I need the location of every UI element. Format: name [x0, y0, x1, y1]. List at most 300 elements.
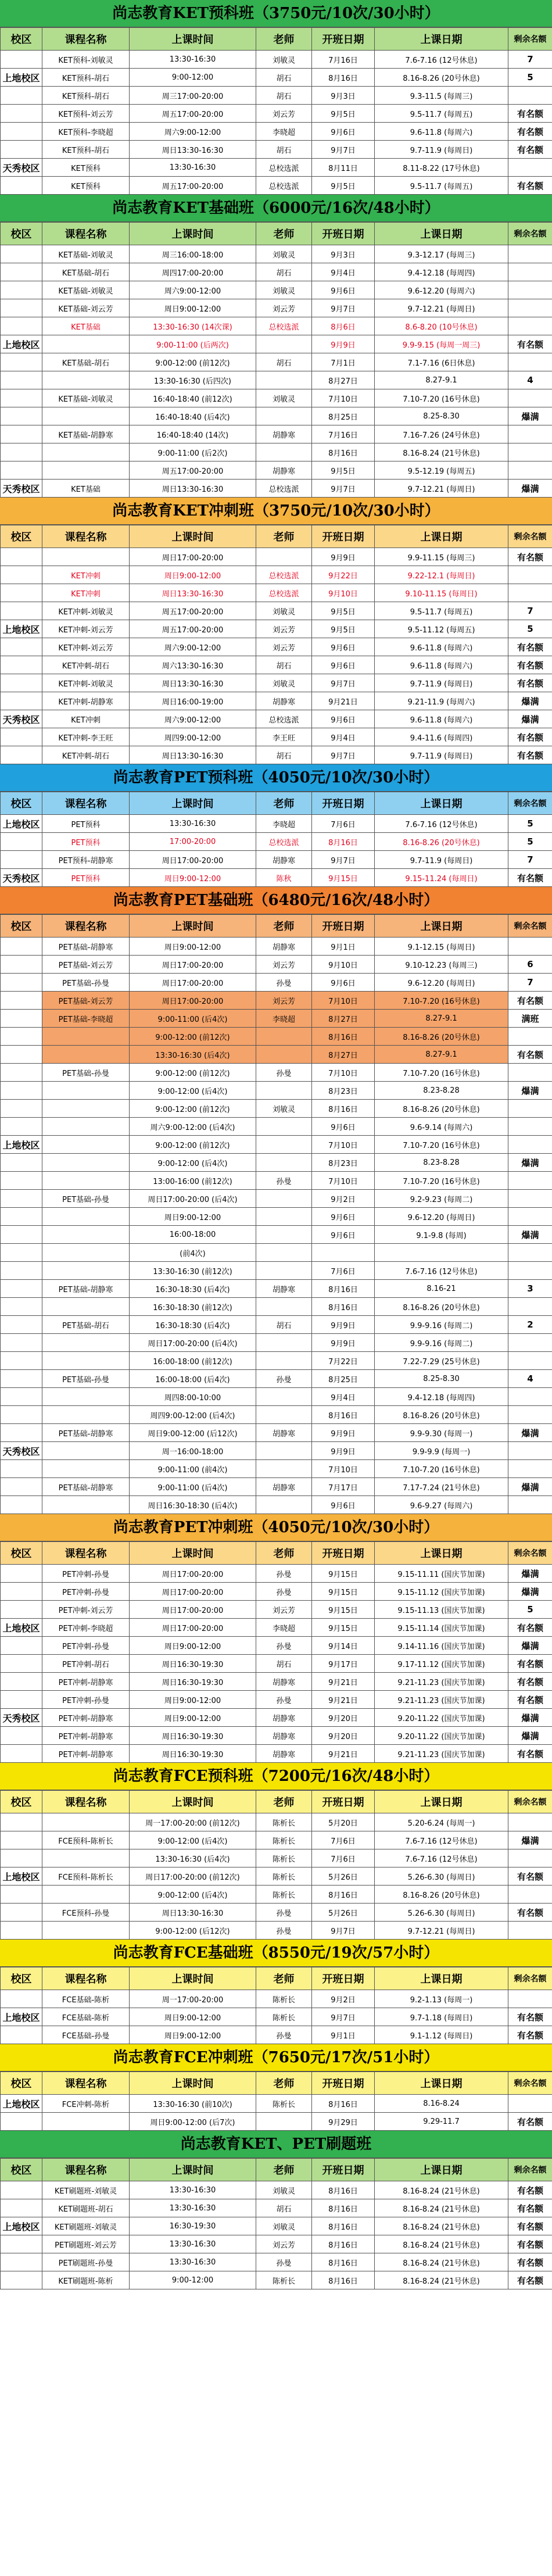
column-header: 上课时间: [130, 525, 256, 548]
teacher-cell: 陈析长: [256, 2008, 312, 2026]
class-dates-cell: 9.10-12.23 (每周三): [375, 956, 508, 974]
table-row: [1, 584, 552, 602]
course-name-cell: [42, 443, 130, 461]
start-date-cell: 9月7日: [312, 746, 375, 764]
column-header: 课程名称: [42, 1791, 130, 1813]
column-header: 开班日期: [312, 792, 375, 815]
teacher-cell: 李晓超: [256, 123, 312, 141]
remaining-seats-cell: 有名额: [508, 141, 552, 159]
table-row: [1, 1904, 552, 1922]
class-time-cell: 周日9:00-12:00 (后7次): [130, 2113, 256, 2131]
campus-cell: 天秀校区: [1, 710, 42, 728]
remaining-seats-cell: 有名额: [508, 2235, 552, 2253]
start-date-cell: 8月27日: [312, 371, 375, 389]
table-row: [1, 1990, 552, 2008]
class-time-cell: 周日9:00-12:00: [130, 2008, 256, 2026]
table-row: [1, 1172, 552, 1190]
campus-cell: [1, 425, 42, 443]
remaining-seats-cell: 5: [508, 833, 552, 851]
campus-cell: 上地校区: [1, 1136, 42, 1154]
course-name-cell: [42, 1922, 130, 1940]
start-date-cell: 7月10日: [312, 1172, 375, 1190]
column-header: 老师: [256, 28, 312, 51]
column-header: 剩余名额: [508, 525, 552, 548]
campus-cell: [1, 1460, 42, 1478]
class-dates-cell: 9.2-1.13 (每周一): [375, 1990, 508, 2008]
course-name-cell: [42, 1118, 130, 1136]
start-date-cell: 7月10日: [312, 1460, 375, 1478]
teacher-cell: 孙曼: [256, 1172, 312, 1190]
remaining-seats-cell: [508, 1298, 552, 1316]
class-time-cell: 周三16:00-18:00: [130, 245, 256, 263]
campus-cell: [1, 1244, 42, 1262]
class-dates-cell: 7.10-7.20 (16号休息): [375, 1064, 508, 1082]
class-dates-cell: 8.25-8.30: [375, 1370, 508, 1388]
start-date-cell: 8月16日: [312, 1886, 375, 1904]
start-date-cell: 8月23日: [312, 1154, 375, 1172]
campus-cell: [1, 1334, 42, 1352]
teacher-cell: [256, 1208, 312, 1226]
teacher-cell: 总校选派: [256, 566, 312, 584]
course-name-cell: [42, 1813, 130, 1831]
class-dates-cell: 9.7-12.21 (每周日): [375, 480, 508, 498]
class-dates-cell: 8.16-8.26 (20号休息): [375, 1406, 508, 1424]
table-header-row: [1, 2159, 552, 2181]
table-row: [1, 1727, 552, 1745]
class-dates-cell: 9.21-11.23 (国庆节加课): [375, 1691, 508, 1709]
campus-cell: [1, 1601, 42, 1619]
campus-cell: [1, 1637, 42, 1655]
class-time-cell: 16:40-18:40 (14次): [130, 425, 256, 443]
remaining-seats-cell: 有名额: [508, 1619, 552, 1637]
campus-cell: 上地校区: [1, 2008, 42, 2026]
remaining-seats-cell: [508, 1406, 552, 1424]
course-name-cell: KET预科-胡石: [42, 87, 130, 105]
campus-cell: [1, 1280, 42, 1298]
course-name-cell: PET刷题班-孙曼: [42, 2253, 130, 2271]
teacher-cell: 李晓超: [256, 1010, 312, 1028]
teacher-cell: 孙曼: [256, 2253, 312, 2271]
schedule-table: [0, 1790, 552, 1940]
start-date-cell: 7月6日: [312, 815, 375, 833]
table-row: [1, 1867, 552, 1886]
column-header: 老师: [256, 223, 312, 245]
class-dates-cell: 9.9-9.30 (每周一): [375, 1424, 508, 1442]
start-date-cell: 7月16日: [312, 425, 375, 443]
table-row: [1, 566, 552, 584]
teacher-cell: 刘云芳: [256, 956, 312, 974]
campus-cell: [1, 51, 42, 69]
class-time-cell: 13:30-16:30: [130, 815, 256, 833]
remaining-seats-cell: 有名额: [508, 2026, 552, 2044]
class-dates-cell: 9.21-11.23 (国庆节加课): [375, 1745, 508, 1763]
teacher-cell: 胡静寒: [256, 1709, 312, 1727]
class-time-cell: 周日17:00-20:00: [130, 1601, 256, 1619]
table-row: [1, 938, 552, 956]
teacher-cell: 总校选派: [256, 159, 312, 177]
class-time-cell: 周四17:00-20:00: [130, 263, 256, 281]
class-dates-cell: 9.17-11.12 (国庆节加课): [375, 1655, 508, 1673]
start-date-cell: 9月7日: [312, 851, 375, 869]
campus-cell: 天秀校区: [1, 1709, 42, 1727]
table-row: [1, 1424, 552, 1442]
table-row: [1, 2217, 552, 2235]
course-name-cell: PET冲刺-胡静寒: [42, 1727, 130, 1745]
start-date-cell: 9月6日: [312, 1118, 375, 1136]
teacher-cell: 总校选派: [256, 317, 312, 335]
table-row: [1, 480, 552, 498]
campus-cell: [1, 1046, 42, 1064]
column-header: 开班日期: [312, 1967, 375, 1990]
table-row: [1, 728, 552, 746]
remaining-seats-cell: 有名额: [508, 1655, 552, 1673]
course-name-cell: [42, 1886, 130, 1904]
remaining-seats-cell: [508, 299, 552, 317]
campus-cell: [1, 1190, 42, 1208]
table-row: [1, 2026, 552, 2044]
campus-cell: 天秀校区: [1, 869, 42, 887]
campus-cell: 上地校区: [1, 2095, 42, 2113]
class-dates-cell: 7.6-7.16 (12号休息): [375, 1831, 508, 1849]
class-dates-cell: 7.10-7.20 (16号休息): [375, 1172, 508, 1190]
class-time-cell: 周日13:30-16:30: [130, 746, 256, 764]
course-name-cell: KET冲刺-刘敏灵: [42, 674, 130, 692]
class-dates-cell: 8.16-8.26 (20号休息): [375, 1886, 508, 1904]
remaining-seats-cell: 7: [508, 51, 552, 69]
column-header: 课程名称: [42, 915, 130, 938]
remaining-seats-cell: 有名额: [508, 1046, 552, 1064]
start-date-cell: 7月10日: [312, 992, 375, 1010]
campus-cell: [1, 1727, 42, 1745]
class-dates-cell: 9.1-1.12 (每周日): [375, 2026, 508, 2044]
class-dates-cell: 7.16-7.26 (24号休息): [375, 425, 508, 443]
table-row: [1, 1208, 552, 1226]
start-date-cell: 8月16日: [312, 2235, 375, 2253]
start-date-cell: 7月10日: [312, 389, 375, 407]
teacher-cell: 李王旺: [256, 728, 312, 746]
campus-cell: [1, 299, 42, 317]
campus-cell: [1, 584, 42, 602]
class-dates-cell: 7.6-7.16 (12号休息): [375, 1849, 508, 1867]
start-date-cell: 9月5日: [312, 620, 375, 638]
teacher-cell: 陈析长: [256, 2271, 312, 2289]
start-date-cell: 8月25日: [312, 407, 375, 425]
course-name-cell: KET预科: [42, 177, 130, 195]
table-row: [1, 1064, 552, 1082]
remaining-seats-cell: [508, 461, 552, 480]
table-row: [1, 1442, 552, 1460]
column-header: 课程名称: [42, 792, 130, 815]
class-time-cell: 周日9:00-12:00: [130, 566, 256, 584]
remaining-seats-cell: 有名额: [508, 2271, 552, 2289]
start-date-cell: 9月15日: [312, 1601, 375, 1619]
class-dates-cell: 9.3-11.5 (每周三): [375, 87, 508, 105]
class-time-cell: 17:00-20:00: [130, 833, 256, 851]
remaining-seats-cell: 有名额: [508, 2008, 552, 2026]
table-row: [1, 51, 552, 69]
schedule-table: [0, 222, 552, 498]
table-header-row: [1, 2072, 552, 2095]
start-date-cell: 9月7日: [312, 480, 375, 498]
table-row: [1, 245, 552, 263]
table-row: [1, 638, 552, 656]
class-time-cell: 周日16:30-19:30: [130, 1727, 256, 1745]
start-date-cell: 9月5日: [312, 105, 375, 123]
course-name-cell: FCE预科-陈析长: [42, 1831, 130, 1849]
teacher-cell: 孙曼: [256, 1565, 312, 1583]
course-name-cell: PET冲刺-孙曼: [42, 1583, 130, 1601]
teacher-cell: 胡石: [256, 656, 312, 674]
campus-cell: [1, 87, 42, 105]
teacher-cell: 李晓超: [256, 1619, 312, 1637]
remaining-seats-cell: [508, 1442, 552, 1460]
teacher-cell: 刘云芳: [256, 638, 312, 656]
column-header: 上课时间: [130, 792, 256, 815]
start-date-cell: 9月6日: [312, 123, 375, 141]
class-time-cell: 周日17:00-20:00: [130, 1583, 256, 1601]
class-dates-cell: 8.16-8.26 (20号休息): [375, 1298, 508, 1316]
teacher-cell: 胡静寒: [256, 1727, 312, 1745]
remaining-seats-cell: [508, 425, 552, 443]
course-name-cell: [42, 548, 130, 566]
class-time-cell: 周五17:00-20:00: [130, 177, 256, 195]
table-row: [1, 1280, 552, 1298]
course-name-cell: KET冲刺-李王旺: [42, 728, 130, 746]
remaining-seats-cell: 2: [508, 1316, 552, 1334]
campus-cell: [1, 1813, 42, 1831]
table-row: [1, 974, 552, 992]
class-time-cell: 周日9:00-12:00: [130, 1709, 256, 1727]
course-name-cell: PET预科-胡静寒: [42, 851, 130, 869]
class-time-cell: 16:30-19:30: [130, 2217, 256, 2235]
section-title: 尚志教育KET、PET刷题班: [0, 2131, 552, 2158]
campus-cell: [1, 548, 42, 566]
start-date-cell: 9月6日: [312, 656, 375, 674]
class-dates-cell: 7.17-7.24 (21号休息): [375, 1478, 508, 1496]
remaining-seats-cell: [508, 317, 552, 335]
teacher-cell: 胡石: [256, 353, 312, 371]
teacher-cell: 刘敏灵: [256, 2181, 312, 2199]
column-header: 校区: [1, 792, 42, 815]
teacher-cell: 总校选派: [256, 480, 312, 498]
campus-cell: [1, 2026, 42, 2044]
teacher-cell: 孙曼: [256, 1583, 312, 1601]
class-time-cell: 周五17:00-20:00: [130, 461, 256, 480]
course-name-cell: [42, 1172, 130, 1190]
table-row: [1, 389, 552, 407]
table-row: [1, 1370, 552, 1388]
start-date-cell: 9月5日: [312, 177, 375, 195]
remaining-seats-cell: 有名额: [508, 992, 552, 1010]
class-time-cell: 周四8:00-10:00: [130, 1388, 256, 1406]
remaining-seats-cell: 5: [508, 815, 552, 833]
remaining-seats-cell: 爆满: [508, 1082, 552, 1100]
table-row: [1, 1886, 552, 1904]
campus-cell: [1, 263, 42, 281]
column-header: 剩余名额: [508, 1542, 552, 1565]
remaining-seats-cell: 爆满: [508, 1154, 552, 1172]
column-header: 校区: [1, 28, 42, 51]
class-dates-cell: 8.16-8.26 (20号休息): [375, 69, 508, 87]
teacher-cell: 胡静寒: [256, 1280, 312, 1298]
class-dates-cell: 9.6-9.27 (每周六): [375, 1496, 508, 1514]
campus-cell: [1, 1655, 42, 1673]
column-header: 课程名称: [42, 2072, 130, 2095]
course-name-cell: KET基础-刘敏灵: [42, 245, 130, 263]
remaining-seats-cell: 7: [508, 602, 552, 620]
column-header: 上课时间: [130, 2072, 256, 2095]
start-date-cell: 8月16日: [312, 1028, 375, 1046]
class-time-cell: 16:00-18:00: [130, 1226, 256, 1244]
start-date-cell: 9月6日: [312, 974, 375, 992]
table-row: [1, 1154, 552, 1172]
course-name-cell: [42, 1136, 130, 1154]
course-name-cell: PET基础-胡静寒: [42, 1478, 130, 1496]
start-date-cell: 8月11日: [312, 159, 375, 177]
remaining-seats-cell: [508, 1262, 552, 1280]
class-time-cell: 周五17:00-20:00: [130, 620, 256, 638]
campus-cell: 上地校区: [1, 620, 42, 638]
campus-cell: 天秀校区: [1, 159, 42, 177]
remaining-seats-cell: [508, 1352, 552, 1370]
teacher-cell: [256, 1136, 312, 1154]
class-dates-cell: 8.23-8.28: [375, 1082, 508, 1100]
teacher-cell: 胡石: [256, 2199, 312, 2217]
class-time-cell: 13:00-16:00 (前12次): [130, 1172, 256, 1190]
class-dates-cell: 9.20-11.22 (国庆节加课): [375, 1709, 508, 1727]
class-time-cell: 周日13:30-16:30: [130, 584, 256, 602]
course-name-cell: PET冲刺-胡静寒: [42, 1673, 130, 1691]
class-time-cell: 9:00-12:00 (前12次): [130, 1064, 256, 1082]
column-header: 上课日期: [375, 28, 508, 51]
teacher-cell: 陈析长: [256, 1990, 312, 2008]
start-date-cell: 9月10日: [312, 956, 375, 974]
column-header: 剩余名额: [508, 223, 552, 245]
remaining-seats-cell: [508, 1208, 552, 1226]
teacher-cell: 胡石: [256, 69, 312, 87]
campus-cell: 上地校区: [1, 335, 42, 353]
schedule-table: [0, 1967, 552, 2044]
teacher-cell: 胡静寒: [256, 1673, 312, 1691]
course-name-cell: PET冲刺-胡静寒: [42, 1745, 130, 1763]
campus-cell: [1, 2199, 42, 2217]
campus-cell: [1, 1922, 42, 1940]
class-time-cell: 16:40-18:40 (前12次): [130, 389, 256, 407]
table-row: [1, 869, 552, 887]
teacher-cell: [256, 1028, 312, 1046]
start-date-cell: 8月6日: [312, 317, 375, 335]
course-name-cell: KET刷题班-胡石: [42, 2199, 130, 2217]
start-date-cell: 9月9日: [312, 1316, 375, 1334]
teacher-cell: 胡石: [256, 1316, 312, 1334]
course-name-cell: PET基础-胡石: [42, 1316, 130, 1334]
class-time-cell: 16:00-18:00 (后4次): [130, 1370, 256, 1388]
course-name-cell: KET刷题班-刘敏灵: [42, 2217, 130, 2235]
start-date-cell: 8月27日: [312, 1046, 375, 1064]
class-time-cell: 周五17:00-20:00: [130, 602, 256, 620]
course-name-cell: KET冲刺-刘云芳: [42, 638, 130, 656]
class-time-cell: 周日16:00-19:00: [130, 692, 256, 710]
class-dates-cell: 7.6-7.16 (12号休息): [375, 1262, 508, 1280]
course-name-cell: [42, 1244, 130, 1262]
class-time-cell: 周日16:30-19:30: [130, 1745, 256, 1763]
course-name-cell: KET刷题班-刘敏灵: [42, 2181, 130, 2199]
remaining-seats-cell: 6: [508, 956, 552, 974]
start-date-cell: 9月15日: [312, 1619, 375, 1637]
table-row: [1, 425, 552, 443]
remaining-seats-cell: 有名额: [508, 548, 552, 566]
class-dates-cell: [375, 1244, 508, 1262]
campus-cell: [1, 1100, 42, 1118]
class-dates-cell: 7.22-7.29 (25号休息): [375, 1352, 508, 1370]
course-name-cell: [42, 1442, 130, 1460]
start-date-cell: 8月16日: [312, 833, 375, 851]
teacher-cell: 陈析长: [256, 1813, 312, 1831]
column-header: 课程名称: [42, 28, 130, 51]
table-row: [1, 1226, 552, 1244]
class-dates-cell: 9.7-12.21 (每周日): [375, 1922, 508, 1940]
teacher-cell: [256, 1046, 312, 1064]
class-dates-cell: 8.16-8.24 (21号休息): [375, 2217, 508, 2235]
course-name-cell: [42, 1028, 130, 1046]
class-dates-cell: 8.16-8.26 (20号休息): [375, 1100, 508, 1118]
course-name-cell: KET基础: [42, 317, 130, 335]
class-time-cell: 9:00-12:00 (后4次): [130, 1886, 256, 1904]
class-dates-cell: 9.3-12.17 (每周三): [375, 245, 508, 263]
course-name-cell: [42, 335, 130, 353]
course-name-cell: [42, 1298, 130, 1316]
teacher-cell: 胡石: [256, 87, 312, 105]
teacher-cell: [256, 443, 312, 461]
column-header: 上课时间: [130, 2159, 256, 2181]
start-date-cell: 9月1日: [312, 2026, 375, 2044]
class-dates-cell: 8.6-8.20 (10号休息): [375, 317, 508, 335]
table-row: [1, 1334, 552, 1352]
teacher-cell: [256, 1406, 312, 1424]
remaining-seats-cell: 有名额: [508, 674, 552, 692]
start-date-cell: 9月21日: [312, 1745, 375, 1763]
class-dates-cell: 7.10-7.20 (16号休息): [375, 1460, 508, 1478]
course-name-cell: KET基础-胡石: [42, 353, 130, 371]
class-dates-cell: 9.2-9.23 (每周二): [375, 1190, 508, 1208]
remaining-seats-cell: 7: [508, 851, 552, 869]
campus-cell: 上地校区: [1, 69, 42, 87]
class-time-cell: 周日9:00-12:00: [130, 1691, 256, 1709]
column-header: 上课日期: [375, 792, 508, 815]
start-date-cell: 9月21日: [312, 1691, 375, 1709]
class-time-cell: 周四9:00-12:00 (后4次): [130, 1406, 256, 1424]
table-row: [1, 2253, 552, 2271]
class-dates-cell: 8.16-8.26 (20号休息): [375, 1028, 508, 1046]
teacher-cell: 胡石: [256, 263, 312, 281]
start-date-cell: 5月26日: [312, 1904, 375, 1922]
campus-cell: [1, 1010, 42, 1028]
class-dates-cell: 9.9-9.16 (每周二): [375, 1316, 508, 1334]
class-time-cell: 13:30-16:30: [130, 2181, 256, 2199]
class-dates-cell: 9.14-11.16 (国庆节加课): [375, 1637, 508, 1655]
table-row: [1, 263, 552, 281]
class-dates-cell: 9.6-9.14 (每周六): [375, 1118, 508, 1136]
class-time-cell: 周六13:30-16:30: [130, 656, 256, 674]
course-name-cell: [42, 2113, 130, 2131]
schedule-table: [0, 2071, 552, 2131]
table-header-row: [1, 792, 552, 815]
course-name-cell: KET基础-刘云芳: [42, 299, 130, 317]
start-date-cell: 9月7日: [312, 2008, 375, 2026]
remaining-seats-cell: 有名额: [508, 1867, 552, 1886]
table-row: [1, 833, 552, 851]
table-row: [1, 956, 552, 974]
